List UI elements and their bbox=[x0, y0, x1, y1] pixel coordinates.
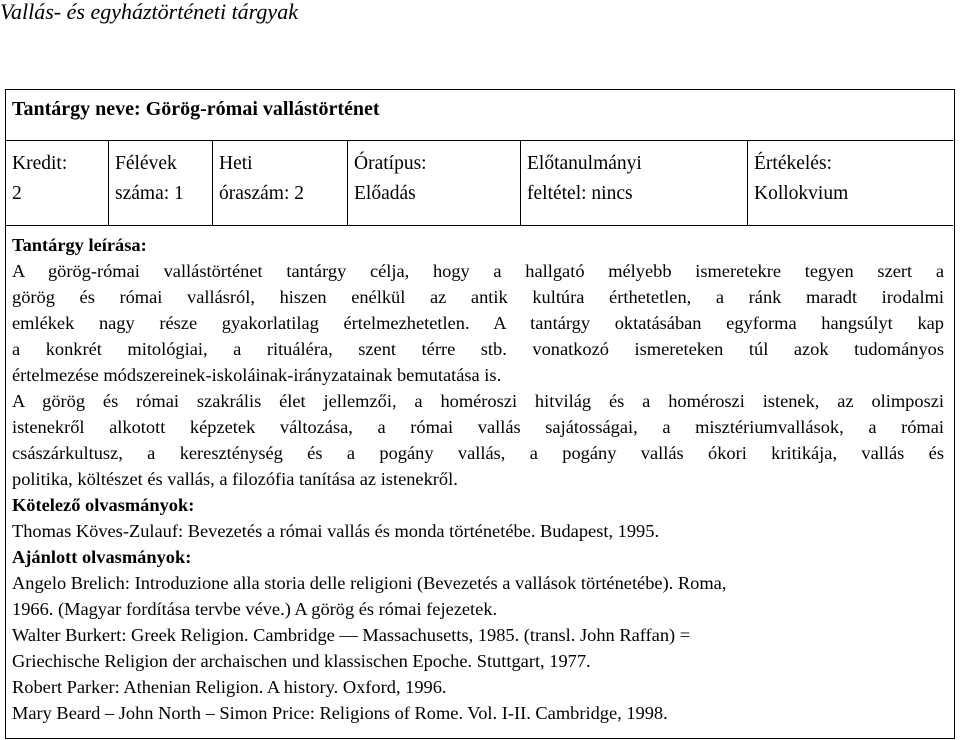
class-type-value: Előadás bbox=[354, 183, 416, 204]
semesters-value: száma: 1 bbox=[115, 183, 184, 204]
description-paragraph-2 bbox=[12, 388, 944, 492]
subject-name: Tantárgy neve: Görög-római vallástörténet bbox=[12, 98, 380, 120]
required-reading-item: Thomas Köves-Zulauf: Bevezetés a római vallás és monda történetébe. Budapest, 1995. bbox=[12, 521, 660, 541]
recommended-reading-line: 1966. (Magyar fordítása tervbe véve.) A görög és római fejezetek. bbox=[12, 599, 498, 619]
class-type-label: Óratípus: bbox=[354, 153, 427, 174]
text-line: emlékek nagy része gyakorlatilag értelmezhetetlen. A tantárgy oktatásában egyforma hangsúlyt kap bbox=[12, 313, 944, 333]
evaluation-label: Értékelés: bbox=[754, 153, 832, 174]
prerequisite-cell bbox=[520, 141, 747, 225]
required-reading-heading: Kötelező olvasmányok: bbox=[12, 495, 195, 515]
credit-label: Kredit: bbox=[12, 153, 68, 174]
class-type-cell bbox=[347, 141, 520, 225]
recommended-reading-heading: Ajánlott olvasmányok: bbox=[12, 547, 192, 567]
weekly-hours-value: óraszám: 2 bbox=[219, 183, 305, 204]
text-line: politika, költészet és vallás, a filozófia tanítása az istenekről. bbox=[12, 469, 458, 489]
weekly-hours-label: Heti bbox=[219, 153, 253, 174]
prerequisite-label: Előtanulmányi bbox=[527, 153, 642, 174]
course-body bbox=[12, 232, 944, 726]
semesters-label: Félévek bbox=[115, 153, 177, 174]
text-line: a konkrét mitológiai, a rituáléra, szent térre stb. vonatkozó ismereteken túl azok tudományos bbox=[12, 339, 944, 359]
weekly-hours-cell bbox=[212, 141, 347, 225]
text-line: görög és római vallásról, hiszen enélkül az antik kultúra érthetetlen, a ránk maradt irodalmi bbox=[12, 287, 944, 307]
text-line: értelmezése módszereinek-iskoláinak-irányzatainak bemutatása is. bbox=[12, 365, 502, 385]
prerequisite-value: feltétel: nincs bbox=[527, 183, 633, 204]
credit-cell bbox=[6, 141, 108, 225]
semesters-cell bbox=[108, 141, 212, 225]
text-line: A görög és római szakrális élet jellemzői, a homéroszi hitvilág és a homéroszi istenek, az olimposzi bbox=[12, 391, 944, 411]
recommended-reading-line: Walter Burkert: Greek Religion. Cambridge — Massachusetts, 1985. (transl. John Raffan) = bbox=[12, 625, 691, 645]
recommended-reading-line: Mary Beard – John North – Simon Price: Religions of Rome. Vol. I-II. Cambridge, 1998. bbox=[12, 703, 668, 723]
evaluation-cell bbox=[747, 141, 953, 225]
course-sheet bbox=[5, 89, 955, 739]
recommended-reading-line: Griechische Religion der archaischen und klassischen Epoche. Stuttgart, 1977. bbox=[12, 651, 591, 671]
description-paragraph-1 bbox=[12, 258, 944, 388]
text-line: császárkultusz, a kereszténység és a pogány vallás, a pogány vallás ókori kritikája, vallás és bbox=[12, 443, 944, 463]
description-heading: Tantárgy leírása: bbox=[12, 235, 147, 255]
credit-value: 2 bbox=[12, 183, 22, 204]
text-line: istenekről alkotott képzetek változása, a római vallás sajátosságai, a misztériumvallások, a római bbox=[12, 417, 944, 437]
recommended-reading-line: Angelo Brelich: Introduzione alla storia delle religioni (Bevezetés a vallások történetébe). Roma, bbox=[12, 573, 727, 593]
recommended-reading-line: Robert Parker: Athenian Religion. A history. Oxford, 1996. bbox=[12, 677, 447, 697]
evaluation-value: Kollokvium bbox=[754, 183, 849, 204]
header-title: Vallás- és egyháztörténeti tárgyak bbox=[0, 0, 298, 24]
course-info-table bbox=[6, 140, 953, 226]
text-line: A görög-római vallástörténet tantárgy célja, hogy a hallgató mélyebb ismeretekre tegyen szert a bbox=[12, 261, 944, 281]
